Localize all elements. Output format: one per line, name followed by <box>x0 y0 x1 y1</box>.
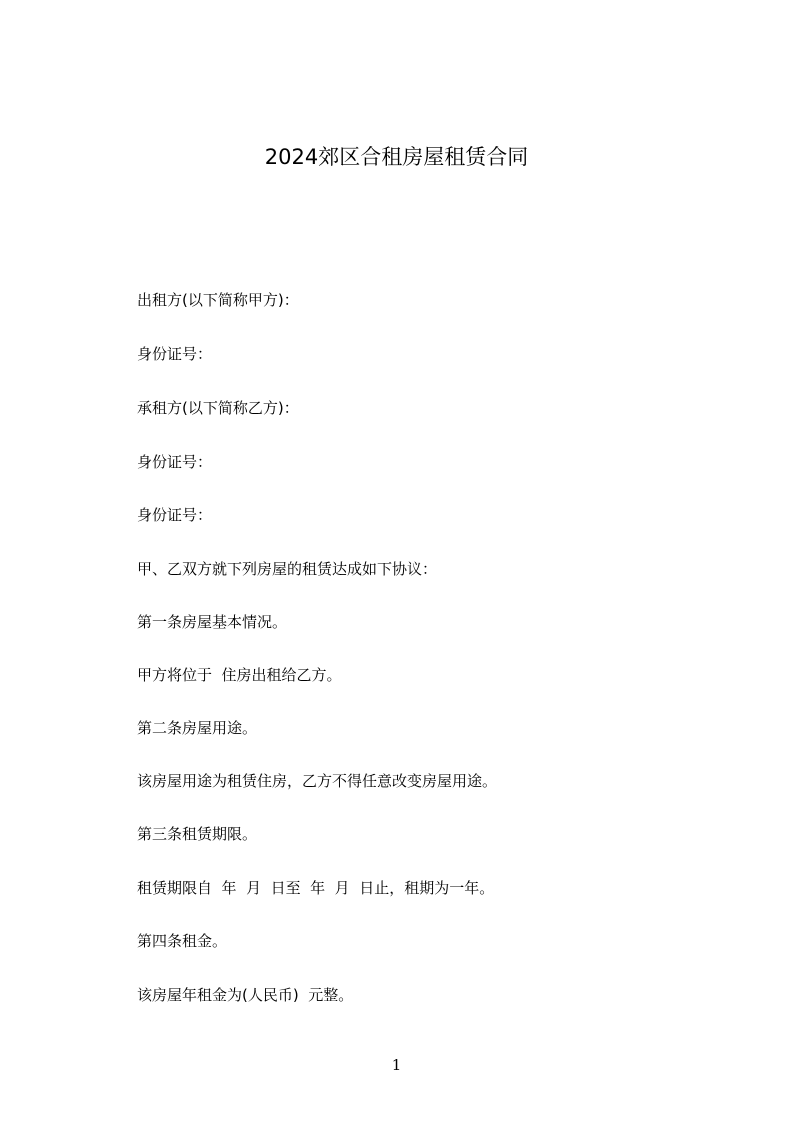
paragraph-lessor-id: 身份证号： <box>137 345 213 363</box>
paragraph-article-1-heading: 第一条房屋基本情况。 <box>137 613 288 631</box>
paragraph-article-4-body: 该房屋年租金为(人民币) 元整。 <box>137 986 354 1004</box>
paragraph-lessee-id: 身份证号： <box>137 453 213 471</box>
paragraph-article-3-heading: 第三条租赁期限。 <box>137 825 258 843</box>
paragraph-lessor: 出租方(以下简称甲方)： <box>137 291 299 309</box>
page-number: 1 <box>391 1056 402 1074</box>
paragraph-lessee: 承租方(以下简称乙方)： <box>137 399 299 417</box>
paragraph-article-3-body: 租赁期限自 年 月 日至 年 月 日止，租期为一年。 <box>137 879 495 897</box>
paragraph-id-extra: 身份证号： <box>137 506 213 524</box>
paragraph-article-4-heading: 第四条租金。 <box>137 932 228 950</box>
paragraph-article-2-heading: 第二条房屋用途。 <box>137 719 258 737</box>
paragraph-agreement-intro: 甲、乙双方就下列房屋的租赁达成如下协议： <box>137 560 438 578</box>
paragraph-article-2-body: 该房屋用途为租赁住房，乙方不得任意改变房屋用途。 <box>137 772 498 790</box>
paragraph-article-1-body: 甲方将位于 住房出租给乙方。 <box>137 666 342 684</box>
document-title: 2024郊区合租房屋租赁合同 <box>264 145 529 169</box>
